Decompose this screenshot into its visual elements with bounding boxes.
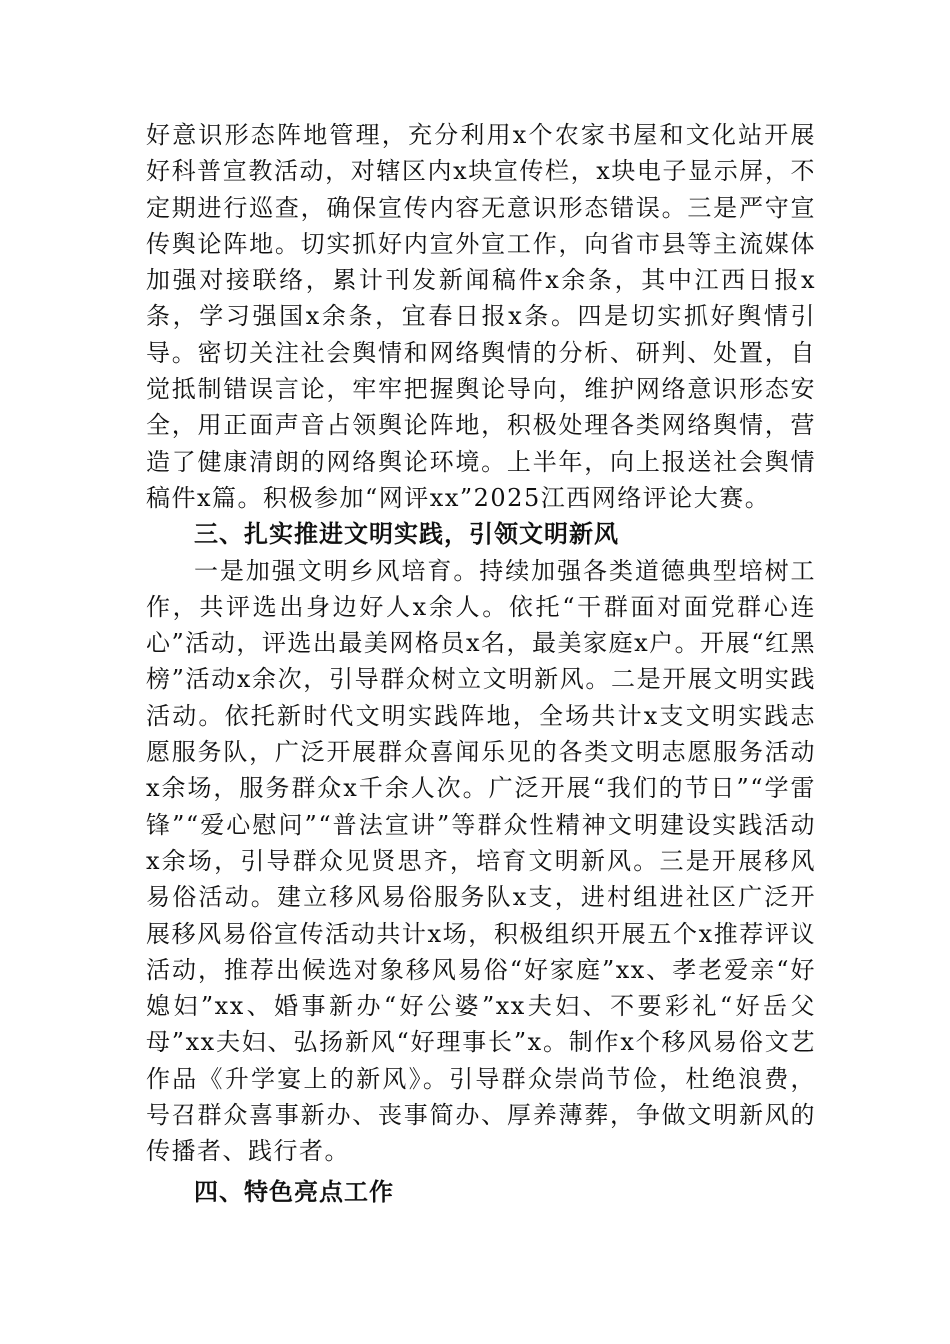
- paragraph-section-3: 一是加强文明乡风培育。持续加强各类道德典型培树工作，共评选出身边好人x余人。依托“干群面对面党群心连心”活动，评选出最美网格员x名，最美家庭x户。开展“红黑榜”活动x余次，引导群众树立文明新风。二是开展文明实践活动。依托新时代文明实践阵地，全场共计x支文明实践志愿服务队，广泛开展群众喜闻乐见的各类文明志愿服务活动x余场，服务群众x千余人次。广泛开展“我们的节日”“学雷锋”“爱心慰问”“普法宣讲”等群众性精神文明建设实践活动x余场，引导群众见贤思齐，培育文明新风。三是开展移风易俗活动。建立移风易俗服务队x支，进村组进社区广泛开展移风易俗宣传活动共计x场，积极组织开展五个x推荐评议活动，推荐出候选对象移风易俗“好家庭”xx、孝老爱亲“好媳妇”xx、婚事新办“好公婆”xx夫妇、不要彩礼“好岳父母”xx夫妇、弘扬新风“好理事长”x。制作x个移风易俗文艺作品《升学宴上的新风》。引导群众崇尚节俭，杜绝浪费，号召群众喜事新办、丧事简办、厚养薄葬，争做文明新风的传播者、践行者。: [146, 556, 816, 1166]
- document-body: [146, 117, 816, 1210]
- paragraph-continuation: 好意识形态阵地管理，充分利用x个农家书屋和文化站开展好科普宣教活动，对辖区内x块宣传栏，x块电子显示屏，不定期进行巡查，确保宣传内容无意识形态错误。三是严守宣传舆论阵地。切实抓好内宣外宣工作，向省市县等主流媒体加强对接联络，累计刊发新闻稿件x余条，其中江西日报x条，学习强国x余条，宜春日报x条。四是切实抓好舆情引导。密切关注社会舆情和网络舆情的分析、研判、处置，自觉抵制错误言论，牢牢把握舆论导向，维护网络意识形态安全，用正面声音占领舆论阵地，积极处理各类网络舆情，营造了健康清朗的网络舆论环境。上半年，向上报送社会舆情稿件x篇。积极参加“网评xx”2025江西网络评论大赛。: [146, 121, 816, 512]
- section-heading-4: 四、特色亮点工作: [194, 1177, 394, 1206]
- section-heading-3: 三、扎实推进文明实践，引领文明新风: [194, 520, 619, 549]
